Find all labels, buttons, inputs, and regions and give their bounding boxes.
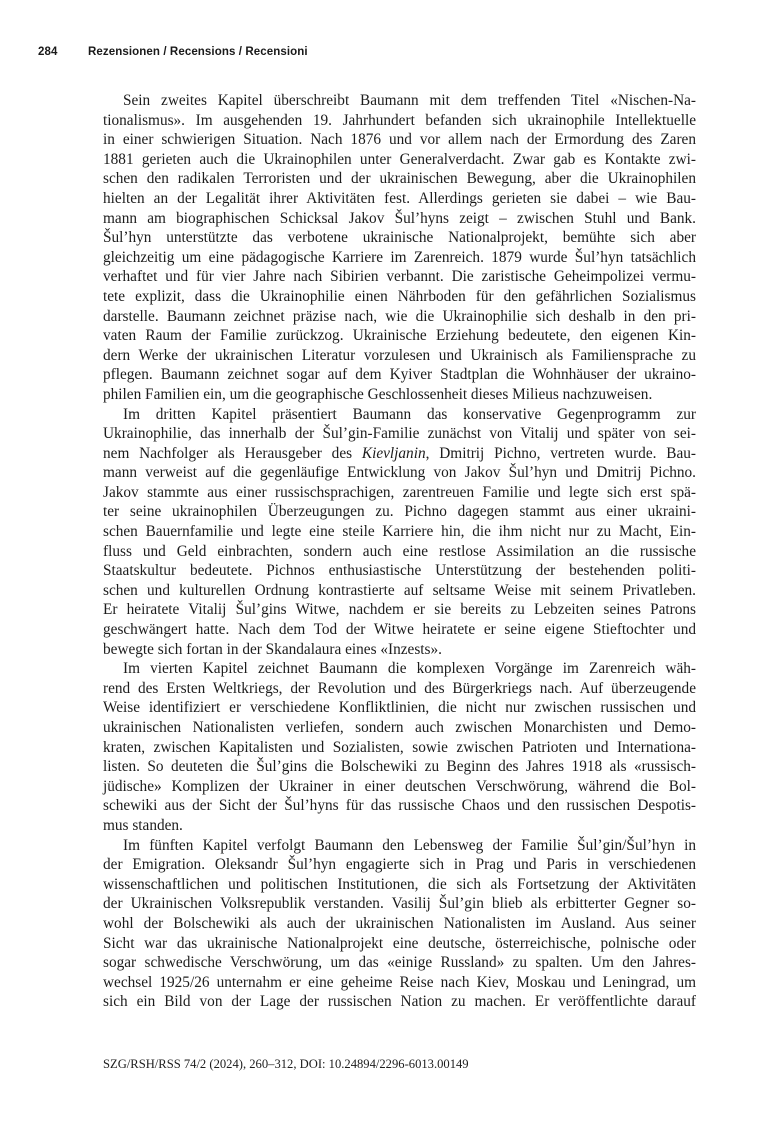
text-line: Im dritten Kapitel präsentiert Baumann das konservative Gegenprogramm zur (123, 405, 696, 423)
text-line: mus standen. (103, 816, 183, 834)
text-line: tete explizit, dass die Ukrainophilie einen Nährboden für den gefährlichen Sozialismus (103, 287, 696, 305)
text-line: verhaftet und für vier Jahre nach Sibirien verbannt. Die zaristische Geheimpolizei vermu- (103, 268, 696, 286)
text-line: mann am biographischen Schicksal Jakov Šul’hyns zeigt – zwischen Stuhl und Bank. (103, 209, 696, 227)
text-line: dern Werke der ukrainischen Literatur vorzulesen und Ukrainisch als Familiensprache zu (103, 346, 696, 364)
text-line: bewegte sich fortan in der Skandalaura eines «Inzests». (103, 640, 442, 658)
text-line: Šul’hyn unterstützte das verbotene ukrainische Nationalprojekt, bemühte sich aber (103, 229, 696, 247)
text-line: wissenschaftlichen und politischen Institutionen, die sich als Fortsetzung der Aktivitäten (103, 875, 696, 893)
text-line: ter seine ukrainophilen Überzeugungen zu. Pichno dagegen stammt aus einer ukraini- (103, 503, 696, 521)
text-line: 1881 gerieten auch die Ukrainophilen unter Generalverdacht. Zwar gab es Kontakte zwi- (103, 150, 696, 168)
text-line: Im vierten Kapitel zeichnet Baumann die komplexen Vorgänge im Zarenreich wäh- (123, 660, 696, 678)
paragraph-4 (103, 836, 696, 1012)
text-line: wohl der Bolschewiki als auch der ukrainischen Nationalisten im Ausland. Aus seiner (103, 914, 696, 932)
text-line: schen und kulturellen Ordnung kontrastierte auf seltsame Weise mit seinem Privatleben. (103, 581, 696, 599)
footer-citation: SZG/RSH/RSS 74/2 (2024), 260–312, DOI: 10.24894/2296-6013.00149 (103, 1057, 469, 1071)
text-line: Sein zweites Kapitel überschreibt Baumann mit dem treffenden Titel «Nischen-Na- (123, 92, 696, 109)
text-line: in einer schwierigen Situation. Nach 1876 und vor allem nach der Ermordung des Zaren (103, 131, 696, 149)
text-line: Ukrainophilie, das innerhalb der Šul’gin-Familie zunächst von Vitalij und später von sei- (103, 425, 696, 443)
text-line: tionalismus». Im ausgehenden 19. Jahrhundert befanden sich ukrainophile Intellektuelle (103, 111, 696, 129)
text-line: schen den radikalen Terroristen und der ukrainischen Bewegung, aber die Ukrainophilen (103, 170, 696, 188)
running-head (38, 46, 728, 58)
text-line: mann verweist auf die gegenläufige Entwicklung von Jakov Šul’hyn und Dmitrij Pichno. (103, 464, 696, 482)
text-line: gleichzeitig um eine pädagogische Karriere im Zarenreich. 1879 wurde Šul’hyn tatsächlich (103, 248, 696, 266)
text-line: schen Bauernfamilie und legte eine steile Karriere hin, die ihm nicht nur zu Macht, Ein- (103, 523, 696, 541)
text-line: sogar schwedische Verschwörung, um das «einige Russland» zu spalten. Um den Jahres- (103, 954, 696, 972)
text-line: Staatskultur bedeutete. Pichnos enthusiastische Unterstützung der bestehenden politi- (103, 562, 696, 580)
text-line: fluss und Geld einbrachten, sondern auch eine restlose Assimilation an die russische (103, 542, 696, 560)
running-title: Rezensionen / Recensions / Recensioni (88, 46, 308, 58)
text-line: Weise identifiziert er verschiedene Konfliktlinien, die nicht nur zwischen russischen und (103, 699, 696, 717)
text-line: pflegen. Baumann zeichnet sogar auf dem Kyiver Stadtplan die Wohnhäuser der ukraino- (103, 366, 696, 384)
text-line: philen Familien ein, um die geographische Geschlossenheit dieses Milieus nachzuweisen. (103, 385, 653, 403)
paragraph-2 (103, 405, 696, 660)
text-line: der Ukrainischen Volksrepublik verstanden. Vasilij Šul’gin blieb als erbitterter Gegner so- (103, 895, 696, 913)
text-line: Im fünften Kapitel verfolgt Baumann den Lebensweg der Familie Šul’gin/Šul’hyn in (123, 836, 696, 854)
paragraph-1 (103, 91, 696, 405)
text-line: listen. So deuteten die Šul’gins die Bolschewiki zu Beginn des Jahres 1918 als «russisch- (103, 758, 696, 776)
text-line: Sicht war das ukrainische Nationalprojekt eine deutsche, österreichische, polnische oder (103, 934, 696, 952)
text-line: darstelle. Baumann zeichnet präzise nach, wie die Ukrainophilie sich deshalb in den pri- (103, 307, 696, 325)
text-line: nem Nachfolger als Herausgeber des Kievljanin, Dmitrij Pichno, vertreten wurde. Bau- (103, 444, 696, 462)
text-line: hielten an der Legalität ihrer Aktivitäten fest. Allerdings gerieten sie dabei – wie Bau- (103, 189, 696, 207)
text-line: vaten Raum der Familie zurückzog. Ukrainische Erziehung bedeutete, den eigenen Kin- (103, 327, 696, 345)
text-line: jüdische» Komplizen der Ukrainer in einer deutschen Verschwörung, während die Bol- (103, 777, 696, 795)
text-line: wechsel 1925/26 unternahm er eine geheime Reise nach Kiev, Moskau und Leningrad, um (103, 973, 696, 991)
paragraph-3 (103, 659, 696, 835)
text-line: der Emigration. Oleksandr Šul’hyn engagierte sich in Prag und Paris in verschiedenen (103, 856, 696, 874)
text-line: Jakov stammte aus einer russischsprachigen, zarentreuen Familie und legte sich erst spä- (103, 483, 696, 501)
text-line: sich ein Bild von der Lage der russischen Nation zu machen. Er veröffentlichte darauf (103, 993, 696, 1011)
page-number: 284 (38, 46, 58, 58)
text-line: Er heiratete Vitalij Šul’gins Witwe, nachdem er sie bereits zu Lebzeiten seines Patrons (103, 601, 696, 619)
italic-title: Kievljanin (361, 444, 426, 462)
text-line: rend des Ersten Weltkriegs, der Revolution und des Bürgerkriegs nach. Auf überzeugende (103, 679, 696, 697)
text-line: schewiki aus der Sicht der Šul’hyns für das russische Chaos und den russischen Despotis- (103, 797, 696, 815)
text-line: geschwängert hatte. Nach dem Tod der Witwe heiratete er seine eigene Stieftochter und (103, 621, 696, 639)
text-line: ukrainischen Nationalisten verliefen, sondern auch zwischen Monarchisten und Demo- (103, 719, 696, 736)
text-line: kraten, zwischen Kapitalisten und Sozialisten, sowie zwischen Patrioten und Internationa- (103, 738, 696, 756)
body-text (103, 91, 696, 1012)
